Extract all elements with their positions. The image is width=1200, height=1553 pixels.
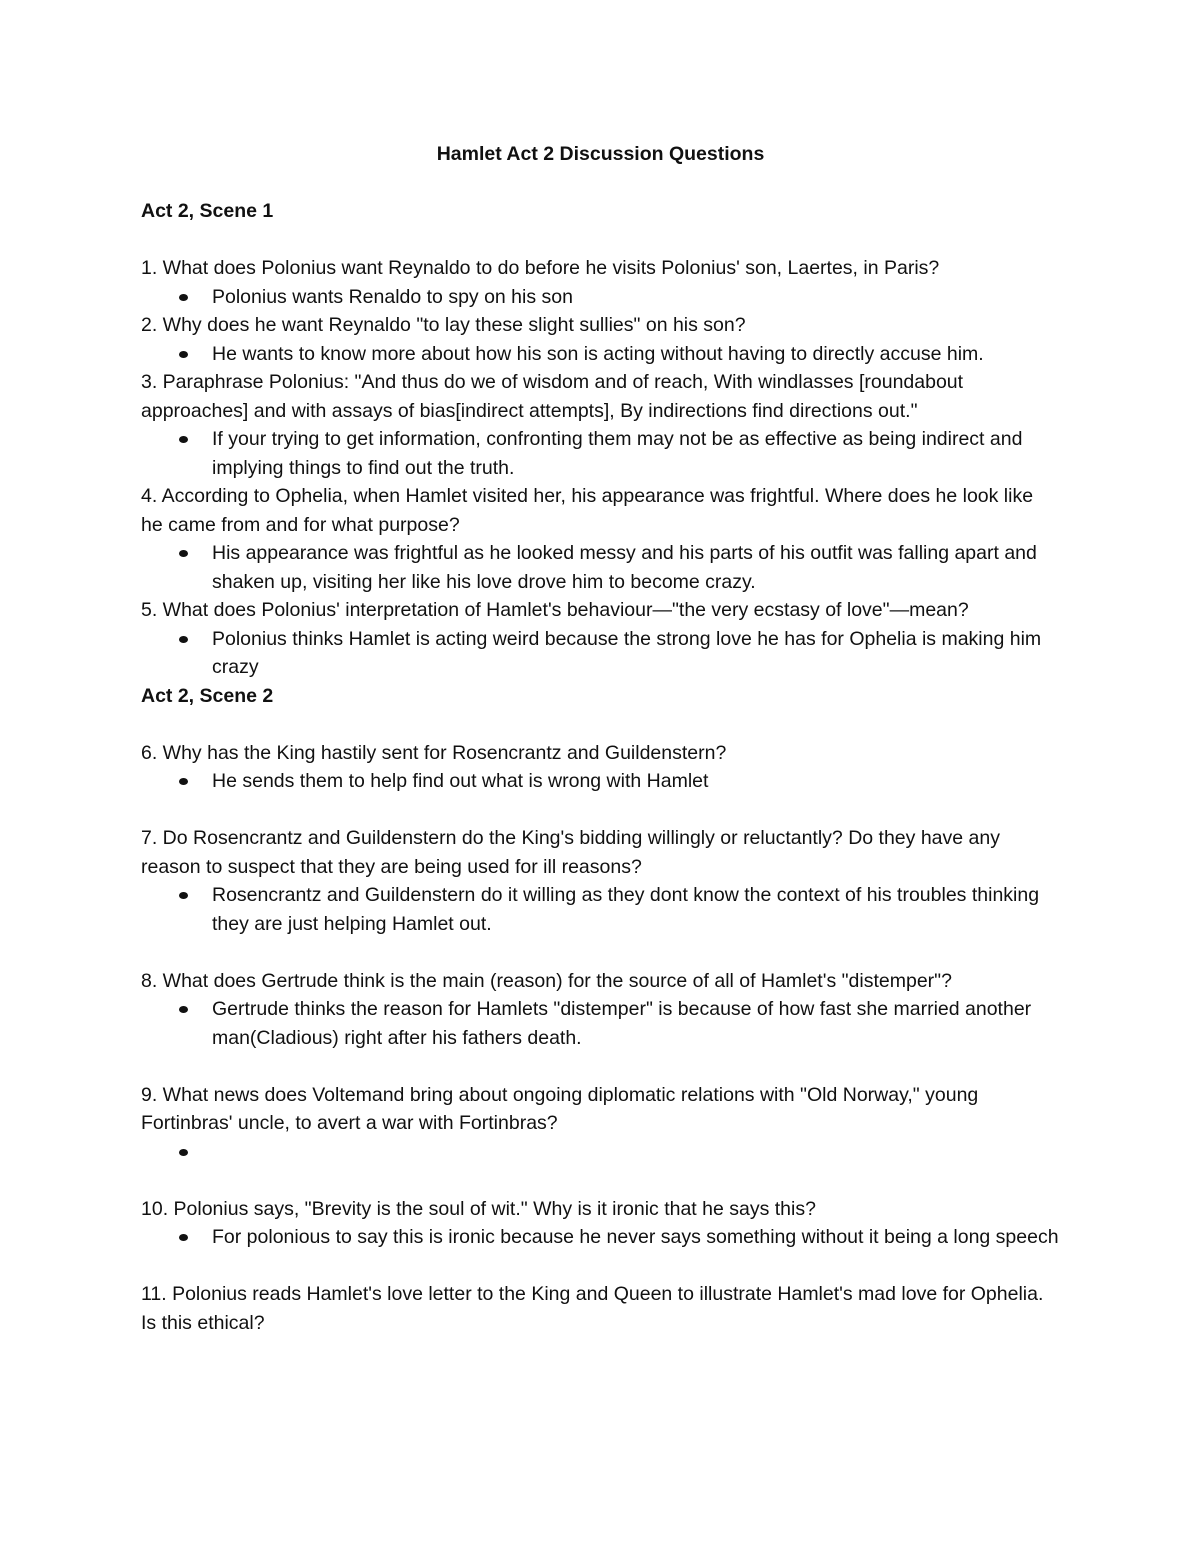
question-8: 8. What does Gertrude think is the main (reason) for the source of all of Hamlet's "distemper"? <box>141 969 952 992</box>
bullet-icon <box>179 1006 188 1013</box>
answer-text: He wants to know more about how his son is acting without having to directly accuse him. <box>212 342 984 365</box>
bullet-icon <box>179 436 188 443</box>
answer-list-8 <box>141 995 1060 1052</box>
question-2: 2. Why does he want Reynaldo "to lay these slight sullies" on his son? <box>141 314 746 336</box>
answer-8 <box>212 995 1060 1052</box>
answer-6 <box>212 767 1060 796</box>
answer-list-9 <box>141 1138 1060 1167</box>
spacer <box>141 710 1060 739</box>
answer-text: His appearance was frightful as he looked messy and his parts of his outfit was falling apart and shaken up, visiting her like his love drove him to become crazy. <box>212 542 1037 593</box>
bullet-icon <box>179 294 188 301</box>
answer-text: He sends them to help find out what is wrong with Hamlet <box>212 770 709 792</box>
answer-2 <box>212 340 1060 369</box>
spacer <box>141 796 1060 825</box>
document-title: Hamlet Act 2 Discussion Questions <box>436 143 765 165</box>
spacer <box>141 1052 1060 1081</box>
answer-text: Polonius thinks Hamlet is acting weird because the strong love he has for Ophelia is making him crazy <box>212 627 1042 678</box>
answer-7 <box>212 881 1060 938</box>
answer-10 <box>212 1223 1060 1252</box>
answer-list-4 <box>141 539 1060 596</box>
bullet-icon <box>179 351 188 358</box>
spacer <box>141 226 1060 255</box>
answer-list-1 <box>141 283 1060 312</box>
answer-5 <box>212 625 1060 682</box>
question-5: 5. What does Polonius' interpretation of Hamlet's behaviour—"the very ecstasy of love"—mean? <box>141 599 969 621</box>
question-11: 11. Polonius reads Hamlet's love letter to the King and Queen to illustrate Hamlet's mad love for Ophelia. Is this ethical? <box>141 1283 1044 1334</box>
question-7: 7. Do Rosencrantz and Guildenstern do the King's bidding willingly or reluctantly? Do they have any reason to suspect that they are being used for ill reasons? <box>141 827 1000 878</box>
answer-1 <box>212 283 1060 312</box>
answer-list-3 <box>141 425 1060 482</box>
answer-list-7 <box>141 881 1060 938</box>
question-6: 6. Why has the King hastily sent for Rosencrantz and Guildenstern? <box>141 741 727 764</box>
answer-text: For polonious to say this is ironic because he never says something without it being a long speech <box>212 1226 1059 1248</box>
answer-9 <box>212 1138 1060 1167</box>
answer-list-6 <box>141 767 1060 796</box>
answer-4 <box>212 539 1060 596</box>
question-1: 1. What does Polonius want Reynaldo to do before he visits Polonius' son, Laertes, in Paris? <box>141 257 940 279</box>
bullet-icon <box>179 636 188 643</box>
question-10: 10. Polonius says, "Brevity is the soul of wit." Why is it ironic that he says this? <box>141 1197 816 1220</box>
question-4: 4. According to Ophelia, when Hamlet visited her, his appearance was frightful. Where does he look like he came from and for what purpose? <box>141 485 1034 536</box>
bullet-icon <box>179 1149 188 1156</box>
answer-list-5 <box>141 625 1060 682</box>
bullet-icon <box>179 550 188 557</box>
section-heading-scene-2: Act 2, Scene 2 <box>141 684 274 707</box>
bullet-icon <box>179 892 188 899</box>
bullet-icon <box>179 1234 188 1241</box>
question-9: 9. What news does Voltemand bring about ongoing diplomatic relations with "Old Norway," young Fortinbras' uncle, to avert a war with Fortinbras? <box>141 1083 979 1134</box>
answer-list-10 <box>141 1223 1060 1252</box>
answer-text: If your trying to get information, confronting them may not be as effective as being indirect and implying things to find out the truth. <box>212 428 1023 479</box>
answer-text: Rosencrantz and Guildenstern do it willing as they dont know the context of his troubles thinking they are just helping Hamlet out. <box>212 884 1040 935</box>
section-heading-scene-1: Act 2, Scene 1 <box>141 200 274 222</box>
answer-3 <box>212 425 1060 482</box>
answer-list-2 <box>141 340 1060 369</box>
answer-text: Gertrude thinks the reason for Hamlets "distemper" is because of how fast she married another man(Cladious) right after his fathers death. <box>212 998 1032 1049</box>
bullet-icon <box>179 778 188 785</box>
spacer <box>141 1166 1060 1195</box>
spacer <box>141 1252 1060 1281</box>
question-3: 3. Paraphrase Polonius: "And thus do we of wisdom and of reach, With windlasses [roundabout approaches] and with assays of bias[indirect attempts], By indirections find directions out." <box>141 371 964 422</box>
answer-text: Polonius wants Renaldo to spy on his son <box>212 285 573 308</box>
spacer <box>141 938 1060 967</box>
